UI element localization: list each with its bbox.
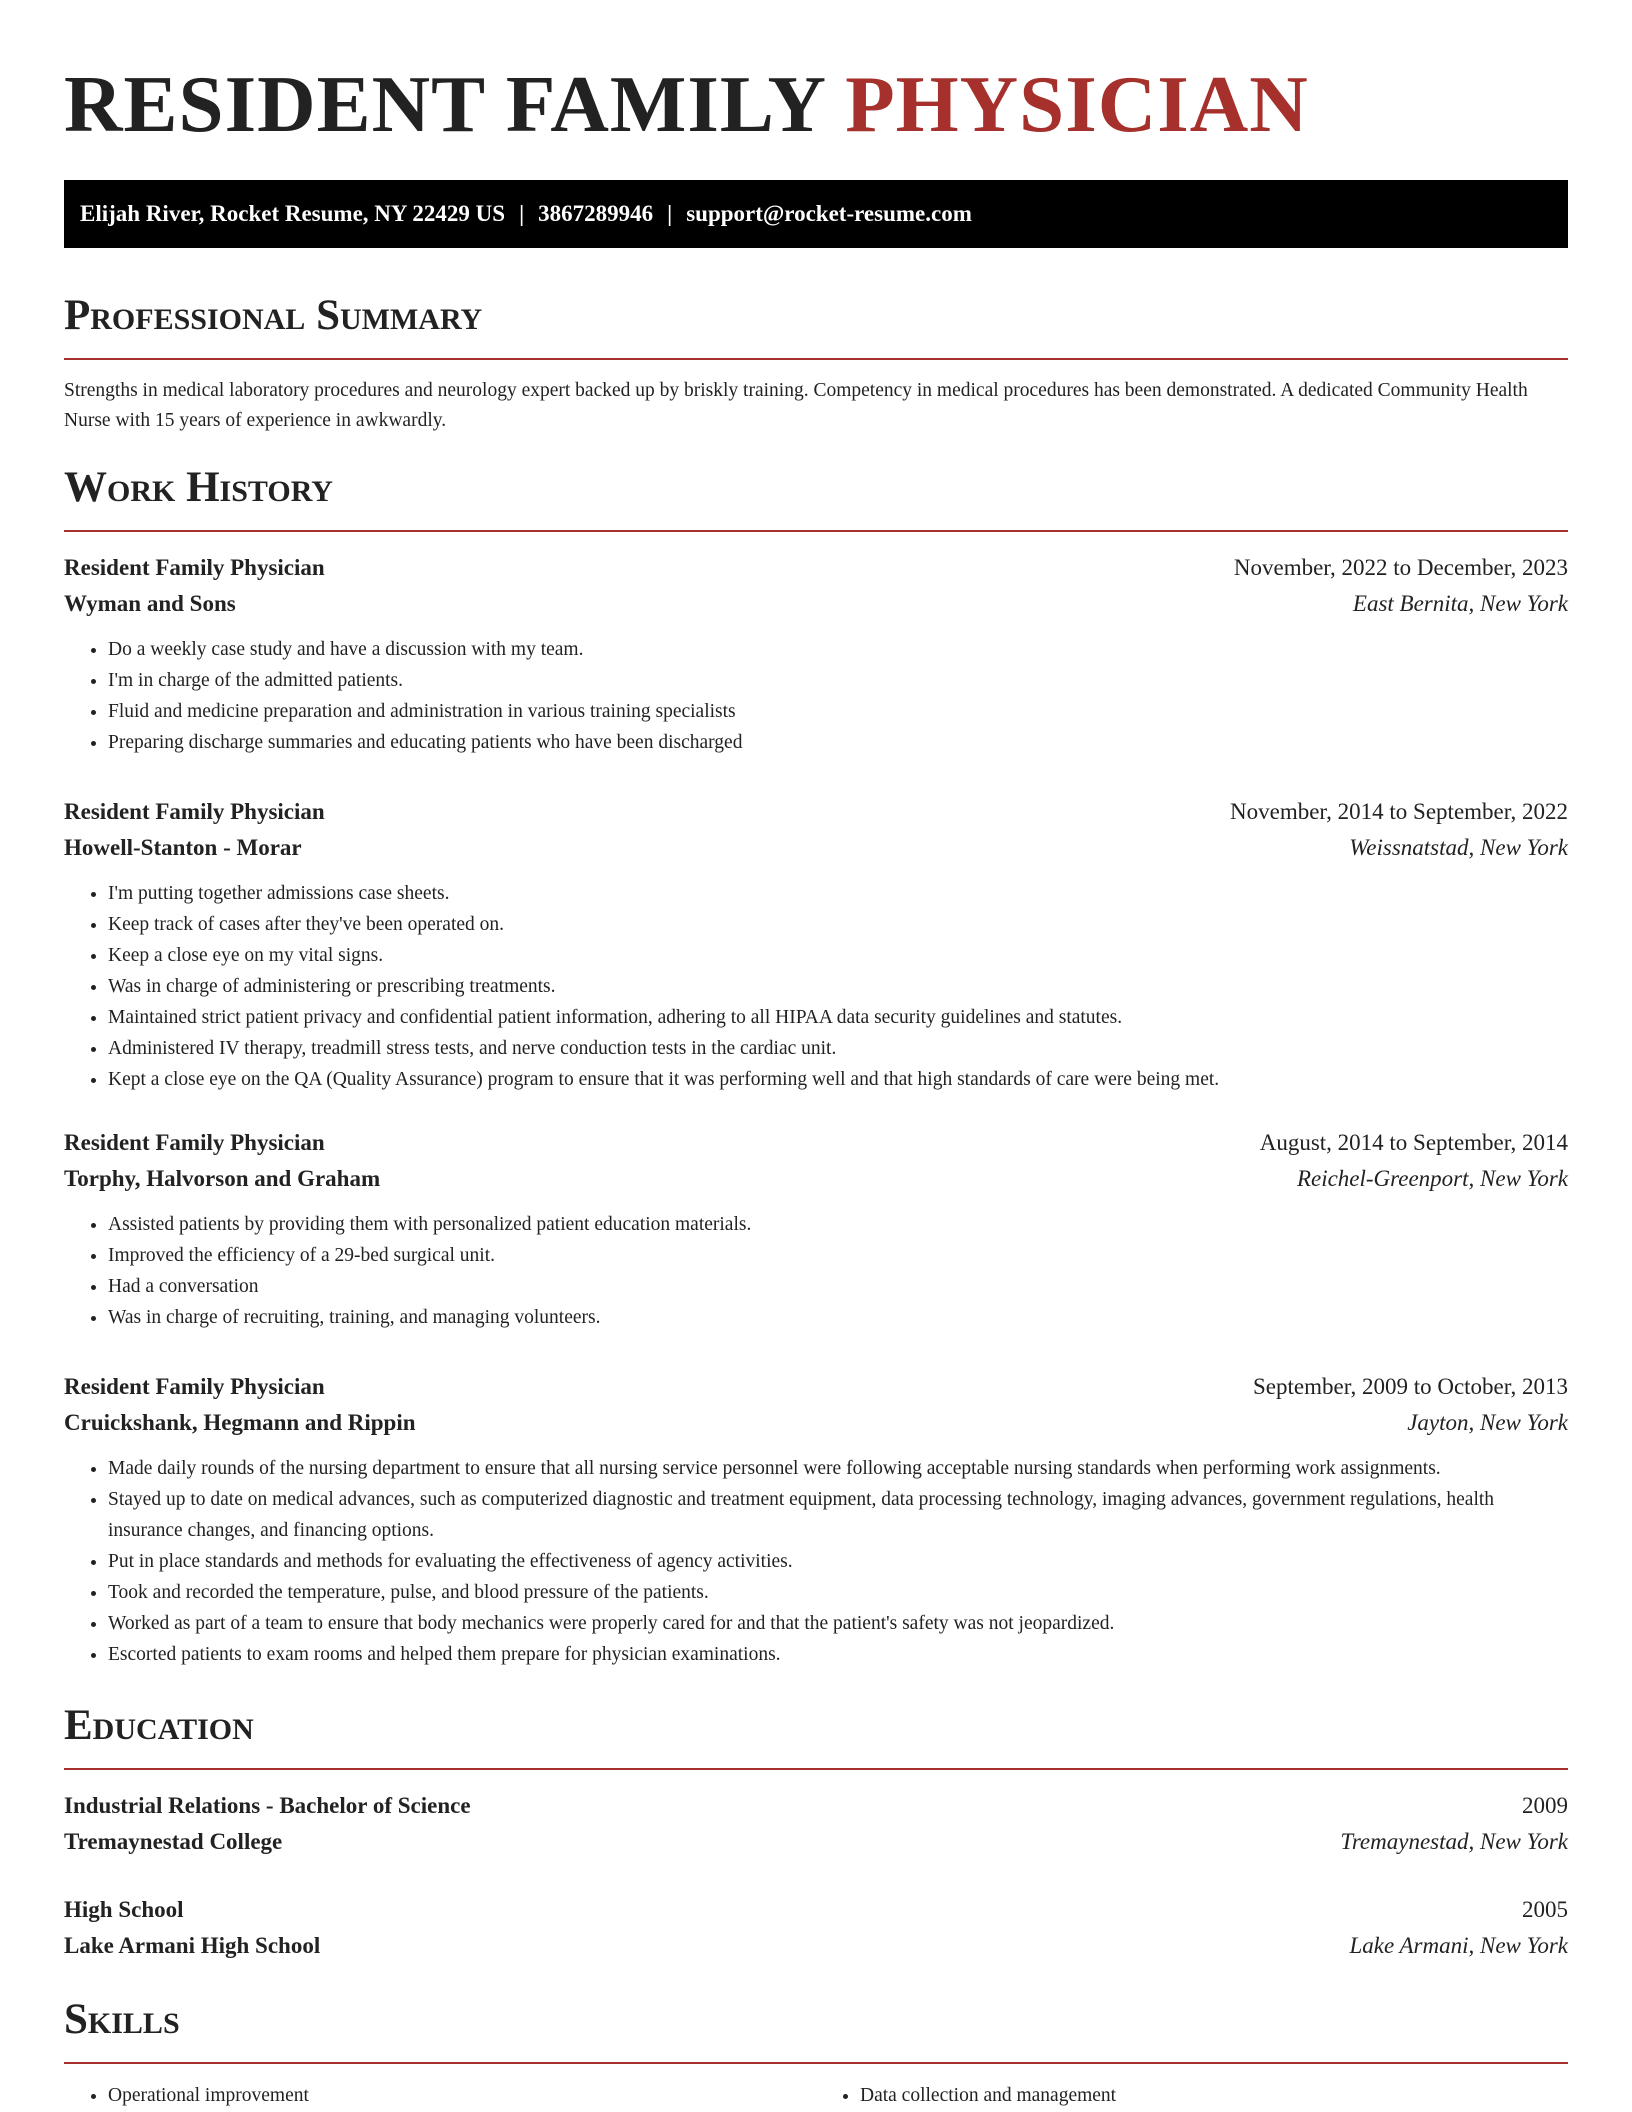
skills-list-right (816, 2080, 1568, 2111)
job-title: Resident Family Physician (64, 799, 325, 824)
summary-section (64, 288, 1568, 436)
education-heading: Education (64, 1702, 254, 1749)
list-item: • Escorted patients to exam rooms and helped them prepare for physician examinations. (108, 1639, 1568, 1670)
list-item: • Assisted patients by providing them with personalized patient education materials. (108, 1209, 1568, 1240)
job-dates: August, 2014 to September, 2014 (1259, 1130, 1568, 1155)
list-item: • Stayed up to date on medical advances, such as computerized diagnostic and treatment equipment, data processing technology, imaging advances, government regulations, health insurance changes, and financing options. (108, 1484, 1568, 1546)
job-dates: November, 2022 to December, 2023 (1233, 555, 1568, 580)
work-heading: Work History (64, 464, 333, 511)
education-header (64, 1788, 1568, 1824)
job-header (64, 550, 1568, 586)
education-entry (64, 1788, 1568, 1860)
job-location: Reichel-Greenport, New York (1296, 1166, 1568, 1191)
list-item: • Fluid and medicine preparation and administration in various training specialists (108, 696, 1568, 727)
list-item: • Do a weekly case study and have a discussion with my team. (108, 634, 1568, 665)
job-header (64, 794, 1568, 830)
list-item: • Put in place standards and methods for evaluating the effectiveness of agency activities. (108, 1546, 1568, 1577)
job-subheader (64, 586, 1568, 622)
job-subheader (64, 830, 1568, 866)
job-entry (64, 1125, 1568, 1333)
skills-list-left (64, 2080, 816, 2111)
education-school: Lake Armani High School (64, 1933, 321, 1958)
education-degree: High School (64, 1897, 184, 1922)
list-item: • Keep track of cases after they've been operated on. (108, 909, 1568, 940)
education-entry (64, 1892, 1568, 1964)
skills-heading: Skills (64, 1996, 180, 2043)
job-bullets (64, 634, 1568, 758)
education-degree: Industrial Relations - Bachelor of Science (64, 1793, 471, 1818)
education-location: Lake Armani, New York (1349, 1933, 1568, 1958)
summary-heading: Professional Summary (64, 292, 483, 339)
section-divider (64, 2062, 1568, 2064)
job-title: Resident Family Physician (64, 555, 325, 580)
title-main: RESIDENT FAMILY (64, 59, 824, 149)
job-bullets (64, 1453, 1568, 1670)
job-company: Cruickshank, Hegmann and Rippin (64, 1410, 416, 1435)
list-item: • Keep a close eye on my vital signs. (108, 940, 1568, 971)
education-header (64, 1892, 1568, 1928)
list-item: • Took and recorded the temperature, pulse, and blood pressure of the patients. (108, 1577, 1568, 1608)
job-entry (64, 1369, 1568, 1670)
work-section (64, 460, 1568, 1670)
contact-bar (64, 180, 1568, 248)
job-header (64, 1125, 1568, 1161)
education-school: Tremaynestad College (64, 1829, 283, 1854)
title-accent: PHYSICIAN (845, 59, 1309, 149)
skills-grid (64, 2080, 1568, 2111)
list-item: • Made daily rounds of the nursing department to ensure that all nursing service personnel were following acceptable nursing standards when performing work assignments. (108, 1453, 1568, 1484)
list-item: • I'm in charge of the admitted patients. (108, 665, 1568, 696)
contact-address: Elijah River, Rocket Resume, NY 22429 US (80, 201, 506, 226)
job-entry (64, 794, 1568, 1095)
resume-title (64, 0, 1568, 152)
job-company: Howell-Stanton - Morar (64, 835, 302, 860)
list-item: • Maintained strict patient privacy and confidential patient information, adhering to all HIPAA data security guidelines and statutes. (108, 1002, 1568, 1033)
job-entry (64, 550, 1568, 758)
education-year: 2005 (1522, 1897, 1568, 1922)
contact-separator: | (667, 201, 673, 226)
job-title: Resident Family Physician (64, 1130, 325, 1155)
list-item: • I'm putting together admissions case sheets. (108, 878, 1568, 909)
contact-phone: 3867289946 (538, 201, 654, 226)
list-item: • Data collection and management (860, 2080, 1568, 2111)
job-subheader (64, 1161, 1568, 1197)
education-subheader (64, 1824, 1568, 1860)
education-subheader (64, 1928, 1568, 1964)
job-location: Jayton, New York (1407, 1410, 1568, 1435)
list-item: • Administered IV therapy, treadmill stress tests, and nerve conduction tests in the cardiac unit. (108, 1033, 1568, 1064)
job-dates: September, 2009 to October, 2013 (1253, 1374, 1568, 1399)
section-divider (64, 1768, 1568, 1770)
list-item: • Improved the efficiency of a 29-bed surgical unit. (108, 1240, 1568, 1271)
list-item: • Preparing discharge summaries and educating patients who have been discharged (108, 727, 1568, 758)
list-item: • Was in charge of administering or prescribing treatments. (108, 971, 1568, 1002)
section-divider (64, 358, 1568, 360)
job-bullets (64, 1209, 1568, 1333)
list-item: • Operational improvement (108, 2080, 816, 2111)
list-item: • Had a conversation (108, 1271, 1568, 1302)
list-item: • Worked as part of a team to ensure that body mechanics were properly cared for and that the patient's safety was not jeopardized. (108, 1608, 1568, 1639)
summary-text: Strengths in medical laboratory procedures and neurology expert backed up by briskly training. Competency in medical procedures has been demonstrated. A dedicated Community Health Nurse with 15 years of experience in awkwardly. (64, 380, 1528, 431)
job-header (64, 1369, 1568, 1405)
job-location: East Bernita, New York (1352, 591, 1568, 616)
education-section (64, 1698, 1568, 1964)
education-year: 2009 (1522, 1793, 1568, 1818)
skills-section (64, 1992, 1568, 2111)
job-subheader (64, 1405, 1568, 1441)
education-location: Tremaynestad, New York (1340, 1829, 1568, 1854)
list-item: • Was in charge of recruiting, training, and managing volunteers. (108, 1302, 1568, 1333)
job-bullets (64, 878, 1568, 1095)
job-dates: November, 2014 to September, 2022 (1230, 799, 1568, 824)
contact-separator: | (519, 201, 525, 226)
list-item: • Kept a close eye on the QA (Quality Assurance) program to ensure that it was performing well and that high standards of care were being met. (108, 1064, 1568, 1095)
job-company: Wyman and Sons (64, 591, 236, 616)
contact-email: support@rocket-resume.com (686, 201, 972, 226)
job-company: Torphy, Halvorson and Graham (64, 1166, 381, 1191)
section-divider (64, 530, 1568, 532)
job-title: Resident Family Physician (64, 1374, 325, 1399)
job-location: Weissnatstad, New York (1349, 835, 1568, 860)
